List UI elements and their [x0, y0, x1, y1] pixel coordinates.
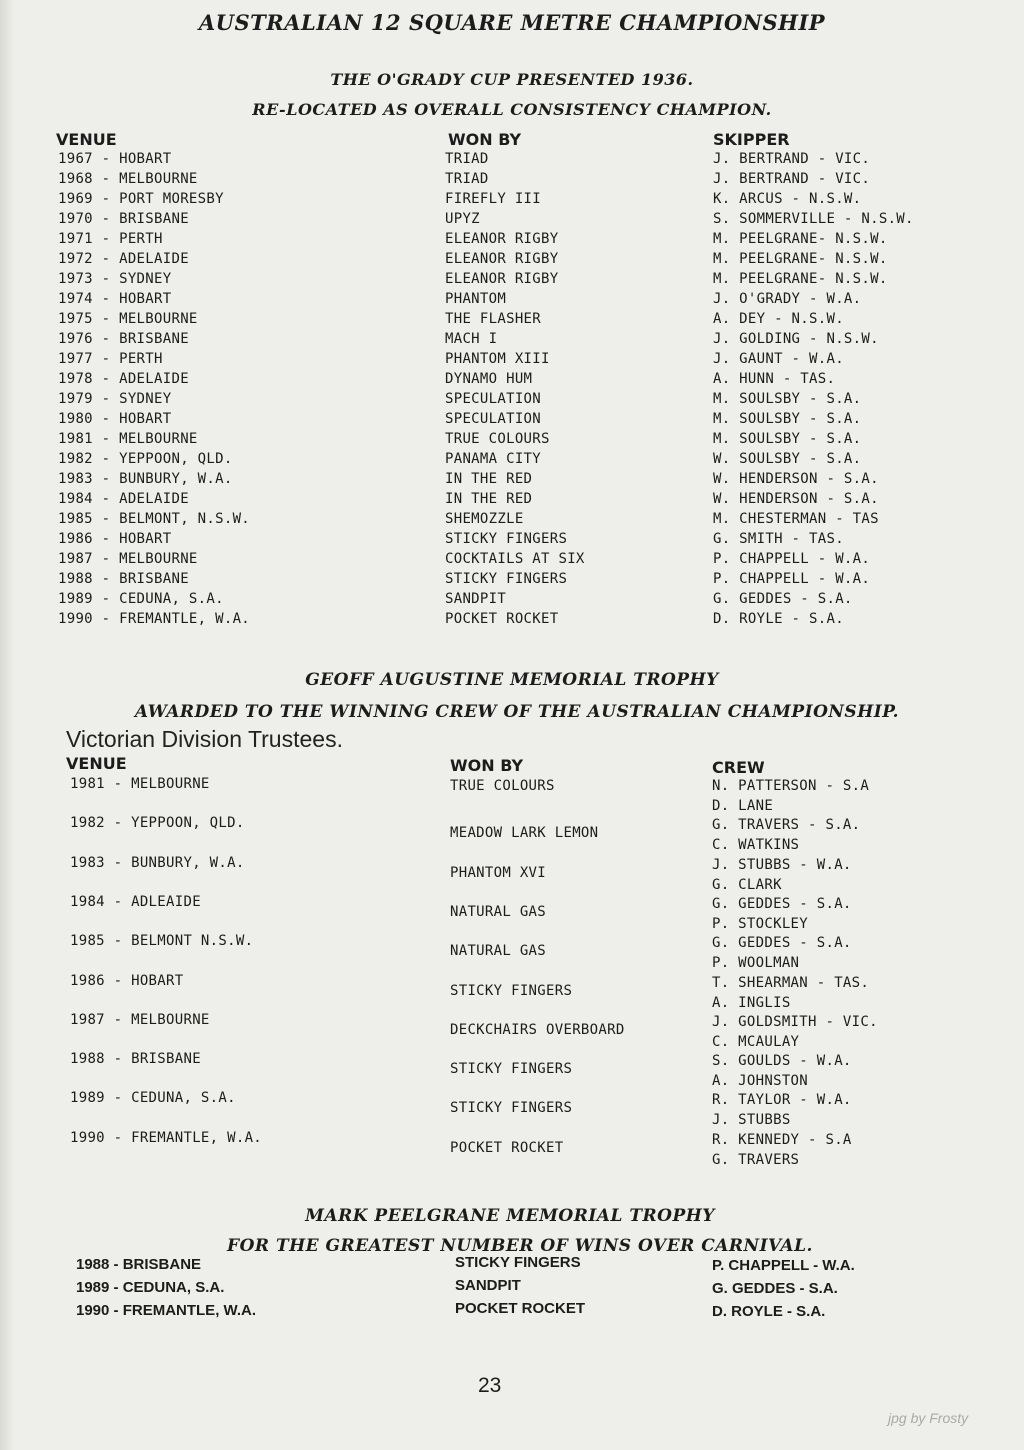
geoff-winner-cell: STICKY FINGERS	[450, 1100, 573, 1117]
championship-venue-cell: 1987 - MELBOURNE	[58, 551, 198, 567]
championship-skipper-cell: J. BERTRAND - VIC.	[713, 151, 871, 167]
championship-winner-cell: ELEANOR RIGBY	[445, 251, 559, 267]
geoff-crew-cell: G. TRAVERS	[712, 1151, 800, 1168]
championship-venue-cell: 1979 - SYDNEY	[58, 391, 172, 407]
championship-skipper-cell: M. PEELGRANE- N.S.W.	[713, 251, 888, 267]
geoff-trophy-subtitle: AWARDED TO THE WINNING CREW OF THE AUSTRALIAN CHAMPIONSHIP.	[134, 702, 900, 722]
championship-venue-cell: 1990 - FREMANTLE, W.A.	[58, 611, 251, 627]
mark-skipper-cell: P. CHAPPELL - W.A.	[712, 1257, 855, 1274]
championship-venue-cell: 1969 - PORT MORESBY	[58, 191, 224, 207]
geoff-crew-cell: T. SHEARMAN - TAS.	[712, 974, 870, 991]
championship-venue-cell: 1981 - MELBOURNE	[58, 431, 198, 447]
geoff-crew-cell: J. STUBBS	[712, 1112, 791, 1129]
championship-winner-cell: COCKTAILS AT SIX	[445, 551, 585, 567]
championship-venue-cell: 1984 - ADELAIDE	[58, 491, 189, 507]
geoff-crew-cell: P. WOOLMAN	[712, 955, 800, 972]
geoff-crew-cell: A. JOHNSTON	[712, 1073, 809, 1090]
championship-skipper-cell: W. SOULSBY - S.A.	[713, 451, 862, 467]
championship-venue-cell: 1970 - BRISBANE	[58, 211, 189, 227]
geoff-winner-cell: DECKCHAIRS OVERBOARD	[450, 1021, 625, 1038]
championship-winner-cell: ELEANOR RIGBY	[445, 271, 559, 287]
championship-venue-cell: 1982 - YEPPOON, QLD.	[58, 451, 233, 467]
championship-winner-cell: STICKY FINGERS	[445, 531, 568, 547]
championship-winner-cell: THE FLASHER	[445, 311, 542, 327]
geoff-winner-cell: PHANTOM XVI	[450, 864, 547, 881]
championship-venue-cell: 1988 - BRISBANE	[58, 571, 189, 587]
championship-skipper-cell: M. SOULSBY - S.A.	[713, 411, 862, 427]
championship-venue-cell: 1989 - CEDUNA, S.A.	[58, 591, 224, 607]
geoff-venue-cell: 1988 - BRISBANE	[70, 1051, 201, 1068]
geoff-venue-cell: 1990 - FREMANTLE, W.A.	[70, 1129, 263, 1146]
geoff-crew-cell: G. TRAVERS - S.A.	[712, 817, 861, 834]
championship-winner-cell: POCKET ROCKET	[445, 611, 559, 627]
championship-venue-cell: 1976 - BRISBANE	[58, 331, 189, 347]
geoff-winner-cell: STICKY FINGERS	[450, 1061, 573, 1078]
mark-winner-cell: POCKET ROCKET	[455, 1300, 586, 1317]
championship-skipper-cell: W. HENDERSON - S.A.	[713, 491, 879, 507]
geoff-venue-cell: 1984 - ADLEAIDE	[70, 893, 201, 910]
championship-skipper-cell: J. O'GRADY - W.A.	[713, 291, 862, 307]
image-credit: jpg by Frosty	[888, 1410, 969, 1426]
championship-venue-cell: 1977 - PERTH	[58, 351, 163, 367]
geoff-crew-cell: J. GOLDSMITH - VIC.	[712, 1013, 878, 1030]
championship-venue-cell: 1985 - BELMONT, N.S.W.	[58, 511, 251, 527]
mark-trophy-subtitle: FOR THE GREATEST NUMBER OF WINS OVER CARNIVAL.	[227, 1236, 813, 1256]
geoff-winner-cell: NATURAL GAS	[450, 903, 547, 920]
geoff-venue-cell: 1986 - HOBART	[70, 972, 184, 989]
championship-venue-cell: 1968 - MELBOURNE	[58, 171, 198, 187]
championship-venue-cell: 1974 - HOBART	[58, 291, 172, 307]
championship-winner-cell: TRIAD	[445, 151, 489, 167]
championship-skipper-cell: K. ARCUS - N.S.W.	[713, 191, 862, 207]
championship-skipper-cell: W. HENDERSON - S.A.	[713, 471, 879, 487]
geoff-winner-cell: NATURAL GAS	[450, 943, 547, 960]
geoff-header-venue: VENUE	[66, 754, 127, 773]
mark-venue-cell: 1988 - BRISBANE	[76, 1256, 202, 1273]
championship-winner-cell: DYNAMO HUM	[445, 371, 533, 387]
championship-skipper-cell: D. ROYLE - S.A.	[713, 611, 844, 627]
geoff-crew-cell: S. GOULDS - W.A.	[712, 1053, 852, 1070]
championship-skipper-cell: P. CHAPPELL - W.A.	[713, 571, 871, 587]
page-edge	[0, 0, 14, 1450]
championship-skipper-cell: M. CHESTERMAN - TAS	[713, 511, 879, 527]
championship-winner-cell: TRIAD	[445, 171, 489, 187]
geoff-header-crew: CREW	[712, 758, 765, 777]
geoff-crew-cell: P. STOCKLEY	[712, 915, 809, 932]
geoff-crew-cell: R. TAYLOR - W.A.	[712, 1092, 852, 1109]
championship-skipper-cell: J. GOLDING - N.S.W.	[713, 331, 879, 347]
championship-venue-cell: 1986 - HOBART	[58, 531, 172, 547]
championship-winner-cell: SPECULATION	[445, 411, 542, 427]
page-number: 23	[478, 1374, 502, 1397]
championship-skipper-cell: M. SOULSBY - S.A.	[713, 431, 862, 447]
geoff-venue-cell: 1983 - BUNBURY, W.A.	[70, 854, 245, 871]
geoff-winner-cell: MEADOW LARK LEMON	[450, 825, 599, 842]
page-subtitle-2: RE-LOCATED AS OVERALL CONSISTENCY CHAMPION.	[252, 100, 772, 119]
championship-skipper-cell: A. DEY - N.S.W.	[713, 311, 844, 327]
championship-skipper-cell: P. CHAPPELL - W.A.	[713, 551, 871, 567]
mark-venue-cell: 1990 - FREMANTLE, W.A.	[76, 1302, 257, 1319]
geoff-header-won-by: WON BY	[450, 756, 524, 775]
championship-winner-cell: ELEANOR RIGBY	[445, 231, 559, 247]
championship-winner-cell: PANAMA CITY	[445, 451, 542, 467]
championship-header-won-by: WON BY	[448, 130, 522, 149]
geoff-crew-cell: R. KENNEDY - S.A	[712, 1131, 852, 1148]
geoff-venue-cell: 1981 - MELBOURNE	[70, 776, 210, 792]
mark-venue-cell: 1989 - CEDUNA, S.A.	[76, 1279, 225, 1296]
geoff-crew-cell: J. STUBBS - W.A.	[712, 856, 852, 873]
championship-winner-cell: STICKY FINGERS	[445, 571, 568, 587]
geoff-venue-cell: 1987 - MELBOURNE	[70, 1011, 210, 1028]
geoff-winner-cell: POCKET ROCKET	[450, 1139, 564, 1156]
championship-skipper-cell: A. HUNN - TAS.	[713, 371, 836, 387]
championship-venue-cell: 1967 - HOBART	[58, 151, 172, 167]
championship-venue-cell: 1978 - ADELAIDE	[58, 371, 189, 387]
championship-skipper-cell: G. GEDDES - S.A.	[713, 591, 853, 607]
geoff-winner-cell: STICKY FINGERS	[450, 982, 573, 999]
geoff-crew-cell: D. LANE	[712, 798, 774, 814]
geoff-crew-cell: C. MCAULAY	[712, 1033, 800, 1050]
page-subtitle-1: THE O'GRADY CUP PRESENTED 1936.	[330, 70, 694, 89]
championship-winner-cell: SHEMOZZLE	[445, 511, 524, 527]
geoff-crew-cell: N. PATTERSON - S.A	[712, 778, 870, 794]
championship-winner-cell: SANDPIT	[445, 591, 507, 607]
geoff-venue-cell: 1989 - CEDUNA, S.A.	[70, 1090, 236, 1107]
championship-venue-cell: 1972 - ADELAIDE	[58, 251, 189, 267]
mark-skipper-cell: G. GEDDES - S.A.	[712, 1280, 838, 1297]
mark-winner-cell: SANDPIT	[455, 1277, 521, 1294]
championship-winner-cell: FIREFLY III	[445, 191, 542, 207]
championship-skipper-cell: J. BERTRAND - VIC.	[713, 171, 871, 187]
championship-venue-cell: 1980 - HOBART	[58, 411, 172, 427]
championship-winner-cell: PHANTOM XIII	[445, 351, 550, 367]
geoff-trophy-title: GEOFF AUGUSTINE MEMORIAL TROPHY	[305, 670, 719, 690]
championship-skipper-cell: S. SOMMERVILLE - N.S.W.	[713, 211, 914, 227]
championship-winner-cell: MACH I	[445, 331, 498, 347]
championship-winner-cell: TRUE COLOURS	[445, 431, 550, 447]
championship-skipper-cell: M. PEELGRANE- N.S.W.	[713, 231, 888, 247]
geoff-crew-cell: A. INGLIS	[712, 994, 791, 1011]
championship-skipper-cell: J. GAUNT - W.A.	[713, 351, 844, 367]
championship-skipper-cell: G. SMITH - TAS.	[713, 531, 844, 547]
geoff-crew-cell: G. GEDDES - S.A.	[712, 935, 852, 952]
championship-venue-cell: 1971 - PERTH	[58, 231, 163, 247]
mark-skipper-cell: D. ROYLE - S.A.	[712, 1303, 826, 1320]
geoff-crew-cell: C. WATKINS	[712, 837, 800, 854]
geoff-crew-cell: G. GEDDES - S.A.	[712, 895, 852, 912]
championship-winner-cell: SPECULATION	[445, 391, 542, 407]
championship-venue-cell: 1975 - MELBOURNE	[58, 311, 198, 327]
geoff-venue-cell: 1985 - BELMONT N.S.W.	[70, 933, 254, 950]
championship-winner-cell: PHANTOM	[445, 291, 507, 307]
championship-winner-cell: IN THE RED	[445, 491, 533, 507]
championship-venue-cell: 1983 - BUNBURY, W.A.	[58, 471, 233, 487]
page-title: AUSTRALIAN 12 SQUARE METRE CHAMPIONSHIP	[198, 10, 826, 35]
championship-winner-cell: UPYZ	[445, 211, 480, 227]
championship-winner-cell: IN THE RED	[445, 471, 533, 487]
championship-header-venue: VENUE	[56, 130, 117, 149]
geoff-winner-cell: TRUE COLOURS	[450, 778, 555, 794]
trustees-note: Victorian Division Trustees.	[66, 726, 343, 752]
mark-winner-cell: STICKY FINGERS	[455, 1254, 581, 1271]
championship-skipper-cell: M. SOULSBY - S.A.	[713, 391, 862, 407]
geoff-crew-cell: G. CLARK	[712, 876, 782, 893]
championship-venue-cell: 1973 - SYDNEY	[58, 271, 172, 287]
mark-trophy-title: MARK PEELGRANE MEMORIAL TROPHY	[305, 1206, 715, 1226]
championship-skipper-cell: M. PEELGRANE- N.S.W.	[713, 271, 888, 287]
championship-header-skipper: SKIPPER	[713, 130, 790, 149]
geoff-venue-cell: 1982 - YEPPOON, QLD.	[70, 815, 245, 832]
